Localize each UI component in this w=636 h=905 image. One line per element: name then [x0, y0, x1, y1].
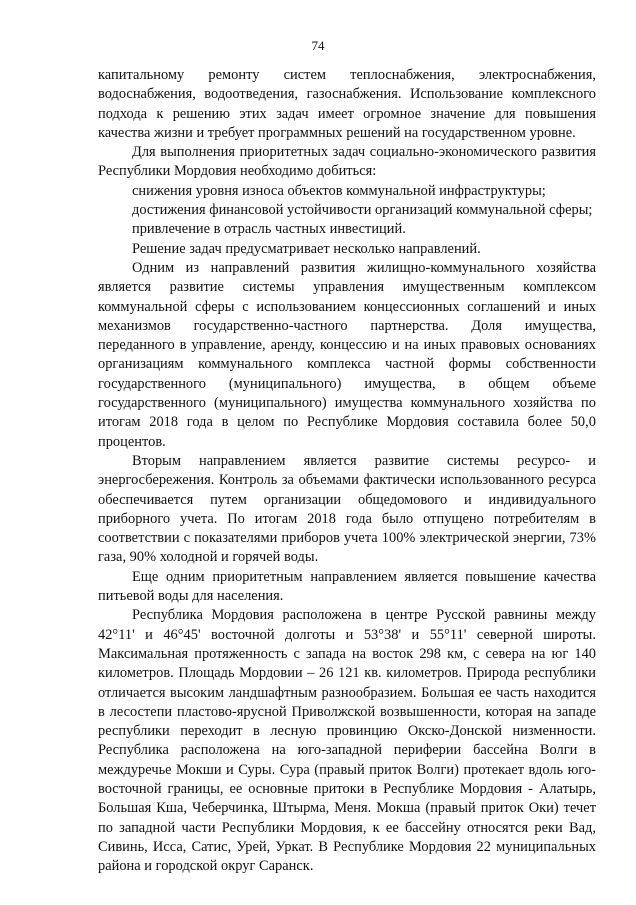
paragraph: Республика Мордовия расположена в центре Русской равнины между 42°11' и 46°45' восточной долготы и 53°38' и 55°11' северной широты. Максимальная протяженность с запада на восток 298 км, с севера на юг 140 километров. Площадь Мордовии – 26 121 кв. километров. Природа республики отличается высоким ландшафтным разнообразием. Большая ее часть находится в лесостепи пластово-ярусной Приволжской возвышенности, которая на западе республики переходит в лесную провинцию Окско-Донской низменности. Республика расположена на юго-западной периферии бассейна Волги в междуречье Мокши и Суры. Сура (правый приток Волги) протекает вдоль юго-восточной границы, ее основные притоки в Республике Мордовия - Алатырь, Большая Кша, Чеберчинка, Штырма, Меня. Мокша (правый приток Оки) течет по западной части Республики Мордовия, к ее бассейну относятся реки Вад, Сивинь, Исса, Сатис, Урей, Уркат. В Республике Мордовия 22 муниципальных района и городской округ Саранск.: [98, 607, 596, 875]
page-number: 74: [311, 38, 325, 53]
list-item: достижения финансовой устойчивости организаций коммунальной сферы;: [132, 202, 593, 219]
paragraph: Решение задач предусматривает несколько направлений.: [132, 240, 481, 257]
paragraph: Одним из направлений развития жилищно-коммунального хозяйства является развитие системы управления имущественным комплексом коммунальной сферы с использованием концессионных соглашений и иных механизмов государственно-частного партнерства. Доля имущества, переданного в управление, аренду, концессию и на иных правовых основаниях организациям коммунального комплекса частной формы собственности государственного (муниципального) имущества, в общем объеме государственного (муниципального) имущества коммунального хозяйства по итогам 2018 года в целом по Республике Мордовия составила более 50,0 процентов.: [98, 259, 596, 450]
paragraph: Вторым направлением является развитие системы ресурсо- и энергосбережения. Контроль за объемами фактически использованного ресурса обеспечивается путем организации общедомового и индивидуального приборного учета. По итогам 2018 года было отпущено потребителям в соответствии с показателями приборов учета 100% электрической энергии, 73% газа, 90% холодной и горячей воды.: [98, 452, 596, 566]
list-item: снижения уровня износа объектов коммунальной инфраструктуры;: [132, 182, 546, 199]
paragraph: капитальному ремонту систем теплоснабжения, электроснабжения, водоснабжения, водоотведения, газоснабжения. Использование комплексного подхода к решению этих задач имеет огромное значение для повышения качества жизни и требует программных решений на государственном уровне.: [98, 67, 596, 141]
body-text: [98, 66, 596, 876]
paragraph: Еще одним приоритетным направлением является повышение качества питьевой воды для населения.: [98, 568, 596, 605]
paragraph: Для выполнения приоритетных задач социально-экономического развития Республики Мордовия необходимо добиться:: [98, 144, 596, 180]
list-item: привлечение в отрасль частных инвестиций.: [132, 221, 406, 238]
